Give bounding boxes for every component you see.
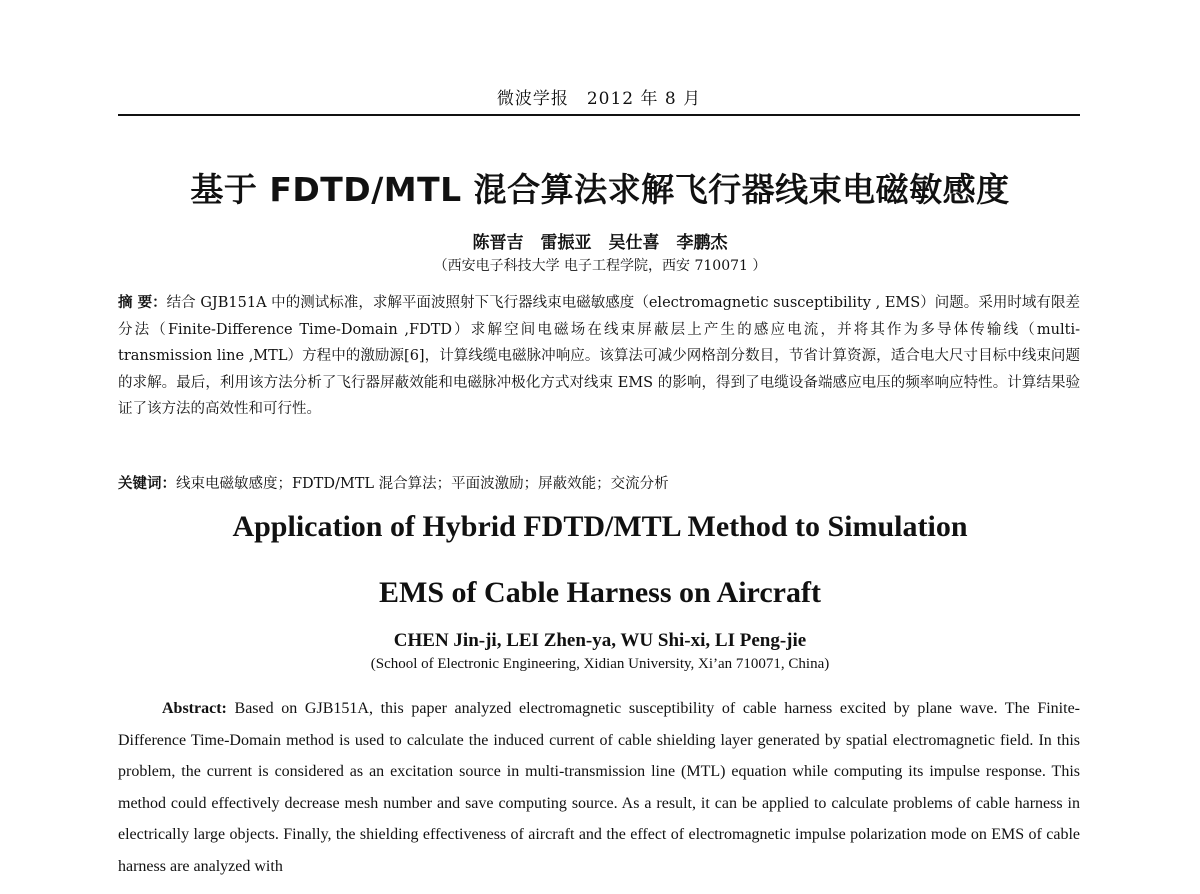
chinese-abstract-label: 摘 要： bbox=[118, 294, 167, 311]
english-title-line-1: Application of Hybrid FDTD/MTL Method to Simulation bbox=[232, 510, 968, 543]
english-authors: CHEN Jin-ji, LEI Zhen-ya, WU Shi-xi, LI Peng-jie bbox=[393, 630, 807, 651]
running-header: 微波学报 2012 年 8 月 bbox=[496, 89, 702, 109]
english-title-line-2: EMS of Cable Harness on Aircraft bbox=[379, 576, 821, 609]
english-affiliation: (School of Electronic Engineering, Xidian University, Xi’an 710071, China) bbox=[370, 656, 830, 672]
chinese-abstract bbox=[118, 290, 1080, 423]
chinese-affiliation: （西安电子科技大学 电子工程学院，西安 710071 ） bbox=[433, 258, 767, 274]
header-rule bbox=[118, 114, 1080, 116]
chinese-authors: 陈晋吉 雷振亚 吴仕喜 李鹏杰 bbox=[472, 233, 728, 253]
english-abstract-label: Abstract: bbox=[162, 700, 227, 717]
chinese-abstract-text: 结合 GJB151A 中的测试标准，求解平面波照射下飞行器线束电磁敏感度（electromagnetic susceptibility , EMS）问题。采用时域有限差分法（Finite-Difference Time-Domain ,FDTD）求解空间电磁场在线束屏蔽层上产生的感应电流，并将其作为多导体传输线（multi-transmission line ,MTL）方程中的激励源[6]，计算线缆电磁脉冲响应。该算法可减少网格剖分数目，节省计算资源，适合电大尺寸目标中线束问题的求解。最后，利用该方法分析了飞行器屏蔽效能和电磁脉冲极化方式对线束 EMS 的影响，得到了电缆设备端感应电压的频率响应特性。计算结果验证了该方法的高效性和可行性。 bbox=[118, 295, 1080, 418]
english-abstract-text: Based on GJB151A, this paper analyzed electromagnetic susceptibility of cable harness excited by plane wave. The Finite-Difference Time-Domain method is used to calculate the induced current of cable shielding layer generated by spatial electromagnetic field. In this problem, the current is considered as an excitation source in multi-transmission line (MTL) equation while computing its impulse response. This method could effectively decrease mesh number and save computing source. As a result, it can be applied to calculate problems of cable harness in electrically large objects. Finally, the shielding effectiveness of aircraft and the effect of electromagnetic impulse polarization mode on EMS of cable harness are analyzed with bbox=[118, 700, 1080, 875]
english-abstract bbox=[118, 693, 1080, 882]
chinese-keywords-label: 关键词： bbox=[118, 475, 176, 492]
chinese-title: 基于 FDTD/MTL 混合算法求解飞行器线束电磁敏感度 bbox=[190, 170, 1010, 209]
chinese-keywords-text: 线束电磁敏感度；FDTD/MTL 混合算法；平面波激励；屏蔽效能；交流分析 bbox=[176, 476, 669, 492]
chinese-keywords bbox=[118, 471, 1080, 497]
